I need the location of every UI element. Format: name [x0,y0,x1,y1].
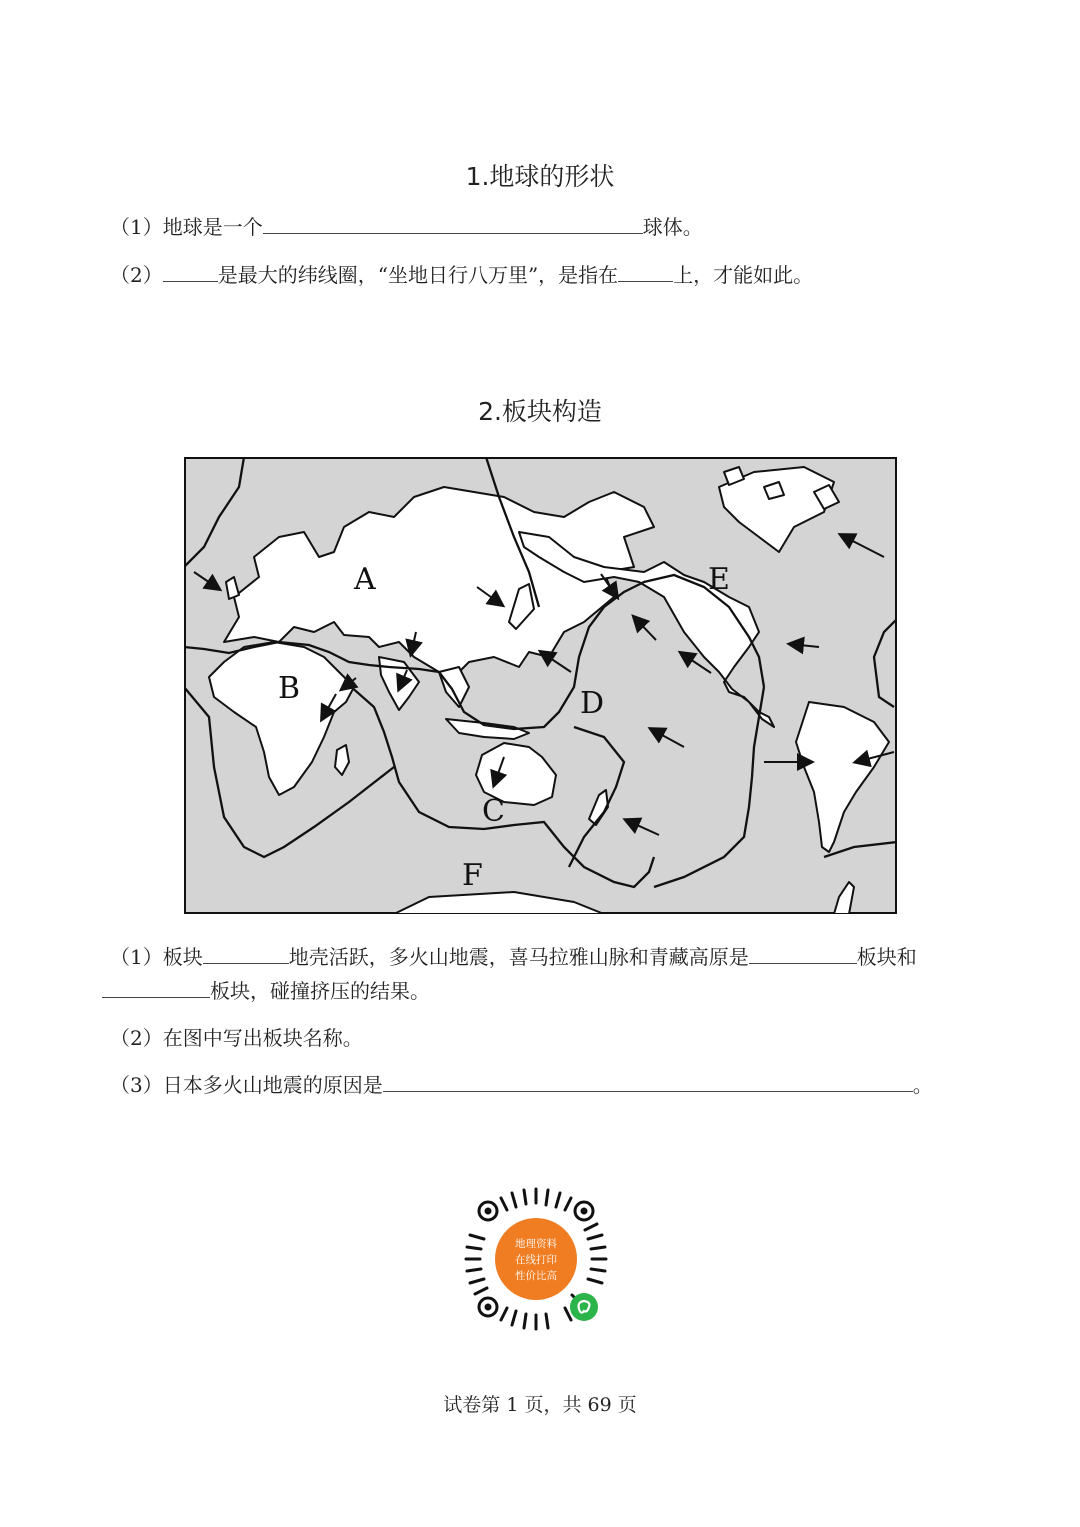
page-footer: 试卷第 1 页，共 69 页 [443,1394,637,1416]
mini-program-qr-code[interactable] [460,1183,612,1335]
plate-label-a: A [354,562,376,597]
plate-label-b: B [278,671,301,706]
plate-tectonics-map [184,457,897,914]
plate-label-f: F [462,858,483,893]
plate-label-c: C [482,794,505,829]
question-1-2: （2） 是最大的纬线圈，“坐地日行八万里”，是指在 上，才能如此。 [110,263,814,287]
question-2-3: （3）日本多火山地震的原因是 。 [110,1073,933,1097]
answer-blank[interactable] [383,1071,913,1092]
answer-blank[interactable] [163,261,218,282]
section-2-title: 2.板块构造 [478,397,602,426]
answer-blank[interactable] [749,943,857,964]
answer-blank[interactable] [263,213,643,234]
plate-label-e: E [708,562,730,597]
answer-blank[interactable] [203,943,289,964]
qr-text-line3: 性价比高 [515,1270,557,1282]
question-2-1-cont: 板块，碰撞挤压的结果。 [102,977,430,1005]
section-1-title: 1.地球的形状 [465,162,615,191]
qr-text-line1: 地理资料 [515,1238,557,1250]
qr-text-line2: 在线打印 [515,1254,557,1266]
answer-blank[interactable] [618,261,673,282]
mini-program-icon [570,1293,598,1321]
answer-blank[interactable] [102,977,210,998]
question-2-2: （2）在图中写出板块名称。 [110,1026,363,1050]
plate-label-d: D [580,686,605,721]
question-1-1: （1）地球是一个 球体。 [110,215,703,239]
question-2-1: （1）板块 地壳活跃，多火山地震，喜马拉雅山脉和青藏高原是 板块和 [110,945,917,969]
